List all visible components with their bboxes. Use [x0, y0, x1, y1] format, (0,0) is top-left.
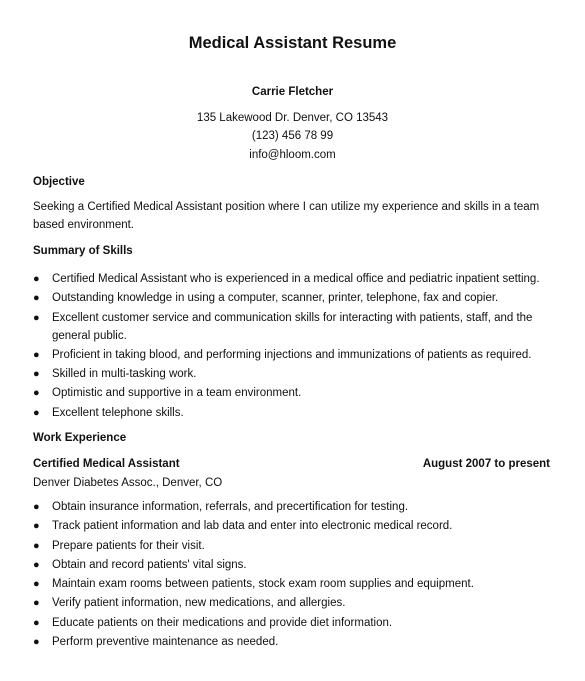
bullet-icon: ●: [33, 597, 40, 610]
objective-text: Seeking a Certified Medical Assistant position where I can utilize my experience and skills in a team based environment.: [33, 201, 540, 231]
job-title: Certified Medical Assistant: [33, 458, 180, 470]
duty-text: Prepare patients for their visit.: [52, 539, 205, 552]
list-item: [33, 556, 553, 574]
skill-text: Outstanding knowledge in using a computer, scanner, printer, telephone, fax and copier.: [52, 292, 499, 305]
objective-heading: Objective: [33, 176, 85, 188]
candidate-phone: (123) 456 78 99: [251, 130, 334, 142]
list-item: [33, 594, 553, 612]
skill-text: Proficient in taking blood, and performing injections and immunizations of patients as required.: [52, 348, 532, 361]
experience-list: [33, 498, 553, 652]
list-item: [33, 270, 553, 288]
bullet-icon: ●: [33, 539, 40, 552]
bullet-icon: ●: [33, 368, 40, 381]
bullet-icon: ●: [33, 348, 40, 361]
bullet-icon: ●: [33, 520, 40, 533]
candidate-name: Carrie Fletcher: [251, 86, 334, 98]
list-item: [33, 365, 553, 383]
skill-text: Excellent customer service and communication skills for interacting with patients, staff, and the general public.: [52, 311, 533, 342]
skill-text: Certified Medical Assistant who is experienced in a medical office and pediatric inpatient setting.: [52, 273, 540, 285]
skill-text: Skilled in multi-tasking work.: [52, 368, 197, 381]
list-item: [33, 346, 553, 364]
skills-list: [33, 270, 553, 423]
duty-text: Track patient information and lab data and enter into electronic medical record.: [52, 520, 453, 533]
job-dates: August 2007 to present: [422, 458, 550, 470]
list-item: [33, 498, 553, 516]
list-item: [33, 404, 553, 422]
list-item: [33, 384, 553, 402]
skills-heading: Summary of Skills: [33, 245, 133, 257]
list-item: [33, 517, 553, 535]
duty-text: Verify patient information, new medications, and allergies.: [52, 597, 346, 610]
skill-text: Optimistic and supportive in a team environment.: [52, 387, 302, 400]
duty-text: Educate patients on their medications and provide diet information.: [52, 616, 393, 629]
duty-text: Maintain exam rooms between patients, stock exam room supplies and equipment.: [52, 578, 474, 591]
bullet-icon: ●: [33, 292, 40, 305]
candidate-address: 135 Lakewood Dr. Denver, CO 13543: [196, 112, 389, 124]
duty-text: Obtain and record patients' vital signs.: [52, 558, 247, 571]
duty-text: Obtain insurance information, referrals, and precertification for testing.: [52, 501, 409, 513]
skill-text: Excellent telephone skills.: [52, 406, 184, 419]
list-item: [33, 575, 553, 593]
list-item: [33, 289, 553, 307]
experience-heading: Work Experience: [33, 432, 127, 444]
list-item: [33, 309, 553, 345]
bullet-icon: ●: [33, 501, 40, 513]
bullet-icon: ●: [33, 558, 40, 571]
candidate-email: info@hloom.com: [249, 149, 336, 161]
bullet-icon: ●: [33, 578, 40, 591]
document-title: Medical Assistant Resume: [188, 34, 397, 52]
bullet-icon: ●: [33, 273, 40, 285]
employer: Denver Diabetes Assoc., Denver, CO: [33, 477, 223, 489]
bullet-icon: ●: [33, 406, 40, 419]
list-item: [33, 633, 553, 651]
list-item: [33, 537, 553, 555]
bullet-icon: ●: [33, 636, 40, 649]
bullet-icon: ●: [33, 311, 40, 324]
bullet-icon: ●: [33, 616, 40, 629]
duty-text: Perform preventive maintenance as needed.: [52, 636, 279, 649]
bullet-icon: ●: [33, 387, 40, 400]
list-item: [33, 614, 553, 632]
